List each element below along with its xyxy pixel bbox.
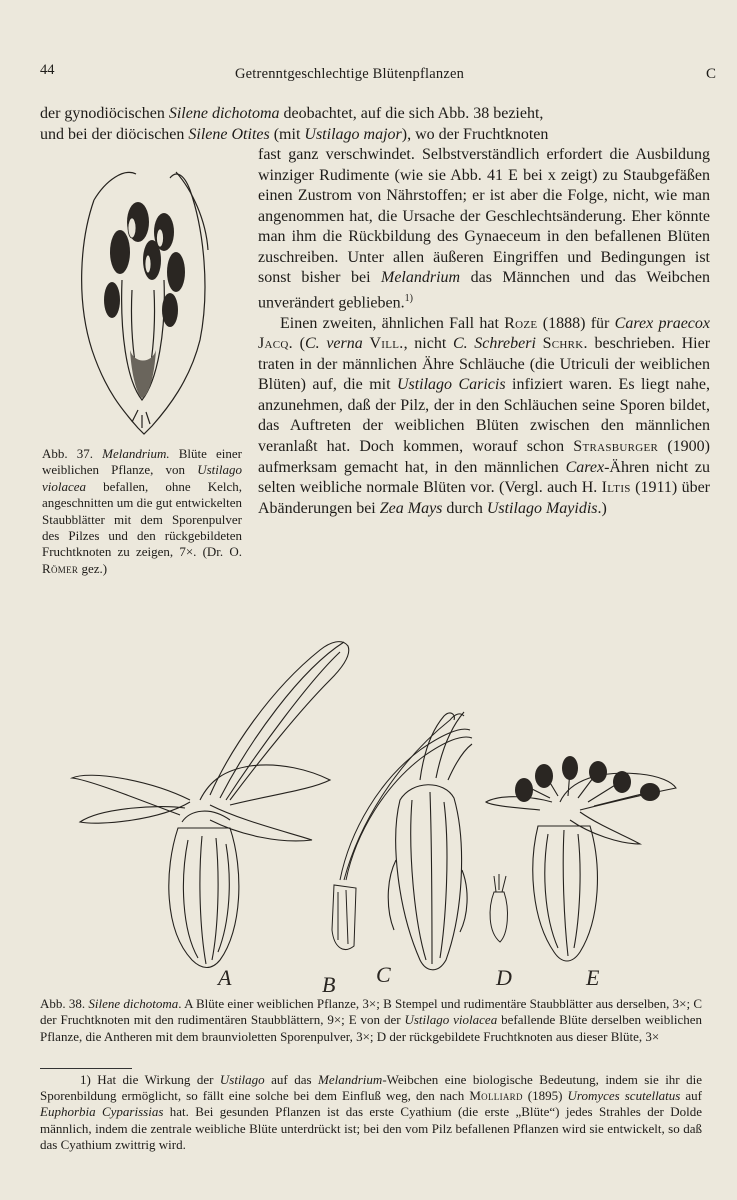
figure-38-drawing-c: [388, 712, 472, 970]
figure-38-drawing-a: [72, 642, 349, 968]
running-head: [40, 62, 716, 86]
body-line-1: der gynodiöcischen Silene dichotoma deobachtet, auf die sich Abb. 38 bezieht,: [40, 105, 544, 122]
figure-38-drawing-d: [490, 874, 507, 942]
footnote-marker: 1): [80, 1072, 91, 1087]
body-text-full-width: [40, 104, 712, 145]
figure-38-label-d: D: [496, 965, 512, 990]
paragraph-2: Einen zweiten, ähnlichen Fall hat Roze (1888) für Carex praecox Jacq. (C. verna Vill., nicht C. Schreberi Schrk. beschrieben. Hier traten in der männlichen Ähre Schläuche (die Utriculi der weiblichen Blüten) auf, die mit Ustilago Caricis infiziert waren. Es liegt nahe, anzunehmen, daß der Pilz, der in den Schläuchen seine Sporen bildet, das Auftreten der weiblichen Blüten zwischen den männlichen veranlaßt hat. Doch kommen, worauf schon Strasburger (1900) aufmerksam gemacht hat, in den männlichen Carex-Ähren nicht zu selten weibliche normale Blüten vor. (Vergl. auch H. Iltis (1911) über Abänderungen bei Zea Mays durch Ustilago Mayidis.): [258, 314, 711, 517]
body-line-2: und bei der diöcischen Silene Otites (mit Ustilago major), wo der Fruchtknoten: [40, 125, 549, 143]
figure-38-label-e: E: [586, 965, 600, 990]
paragraph-1: fast ganz verschwindet. Selbstverständlich erfordert die Ausbildung winziger Rudimente (wie sie Abb. 41 E bei x zeigt) zu Staubgefäßen einen Zustrom von Nährstoffen; er ist aber die Folge, nicht, wie man angenommen hat, die Ursache der Geschlechtsänderung. Eher könnte man ihm die Rückbildung des Gynaeceum in den befallenen Blüten zuschreiben. Unter allen äußeren Eingriffen und Bedingungen ist sonst bisher bei Melandrium das Männchen und das Weibchen unverändert geblieben.$^{1)}$: [258, 146, 710, 312]
footnote: 1) Hat die Wirkung der Ustilago auf das Melandrium-Weibchen eine biologische Bedeutung, indem sie ihr die Sporenbildung ermöglicht, so fällt eine solche bei dem Einfluß weg, den nach Molliard (1895) Uromyces scutellatus auf Euphorbia Cyparissias hat. Bei gesunden Pflanzen ist das erste Cyathium (die erste „Blüte“) jedes Strahles der Dolde männlich, indem die zentrale weibliche Blüte unterdrückt ist; bei den vom Pilz befallenen Pflanzen wird sie entwickelt, so daß das Cyathium zwittrig wird.: [40, 1072, 702, 1152]
figure-38-drawing-b: [332, 714, 472, 950]
page-number: 44: [40, 62, 55, 78]
figure-38-label-c: C: [376, 962, 391, 987]
section-letter: C: [705, 66, 716, 82]
footnote-ref: 1): [404, 292, 413, 304]
figure-37-melandrium-flower-drawing: [72, 160, 212, 440]
figure-38-silene-dichotoma-drawings: [60, 630, 700, 995]
figure-37-caption: Abb. 37. Melandrium. Blüte einer weiblichen Pflanze, von Ustilago violacea befallen, ohne Kelch, angeschnitten um die gut entwickelten Staubblätter mit dem Sporenpulver des Pilzes und den rückgebildeten Fruchtknoten zu zeigen, 7×. (Dr. O. Römer gez.): [42, 446, 242, 576]
body-text-column: [258, 145, 710, 519]
figure-38-label-a: A: [218, 965, 232, 990]
running-title: Getrenntgeschlechtige Blütenpflanzen: [235, 66, 465, 82]
figure-38-label-b: B: [322, 972, 336, 995]
figure-38-caption: Abb. 38. Silene dichotoma. A Blüte einer weiblichen Pflanze, 3×; B Stempel und rudimentäre Staubblätter aus derselben, 3×; C der Fruchtknoten mit den rudimentären Staubblättern, 9×; E von der Ustilago violacea befallende Blüte derselben weiblichen Pflanze, die Antheren mit dem braunvioletten Sporenpulver, 3×; D der rückgebildete Fruchtknoten aus dieser Blüte, 3×: [40, 996, 703, 1044]
footnote-rule: [40, 1068, 132, 1069]
